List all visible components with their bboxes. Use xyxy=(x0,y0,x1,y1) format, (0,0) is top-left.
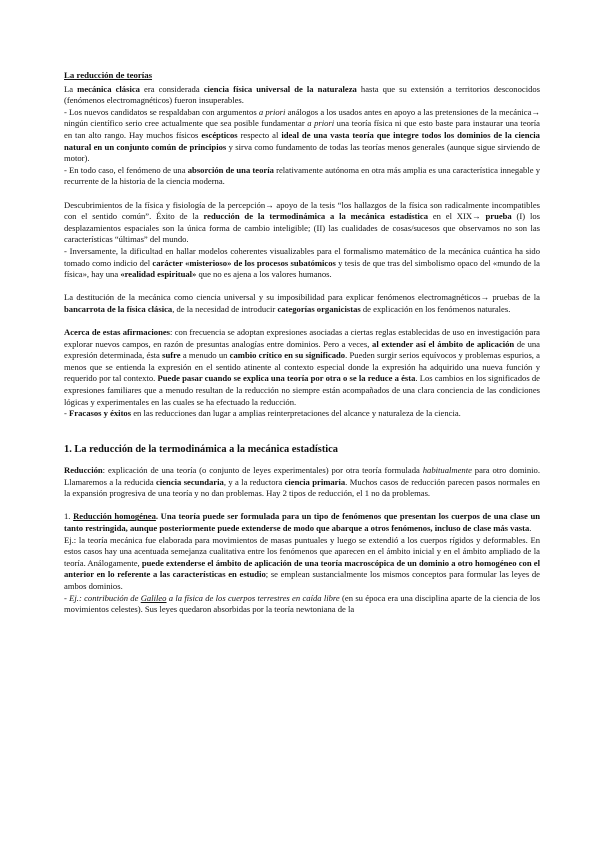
paragraph: La destitución de la mecánica como ciencia universal y su imposibilidad para explicar fenómenos electromagnéticos→ pruebas de la bancarrota de la física clásica, de la necesidad de introducir categorías organicistas de explicación en los fenómenos naturales. xyxy=(64,292,540,314)
document-page xyxy=(64,70,540,616)
paragraph: La mecánica clásica era considerada ciencia física universal de la naturaleza hasta que su extensión a territorios desconocidos (fenómenos electromagnéticos) fueron insuperables. xyxy=(64,83,541,106)
paragraph: Acerca de estas afirmaciones: con frecuencia se adoptan expresiones asociadas a ciertas reglas establecidas de uso en investigación para explorar nuevos campos, en razón de presuntas analogías entre dominios. Pero a veces, al extender así el ámbito de aplicación de una expresión determinada, ésta sufre a menudo un cambio crítico en su significado. Pueden surgir serios equívocos y problemas espurios, a menos que se entienda la expresión en el sentido atinente al contexto especial donde la expresión ha adquirido una nueva función y requerido por tal contexto. Puede pasar cuando se explica una teoría por otra o se la reduce a ésta. Los cambios en los significados de expresiones familiares que a menudo resultan de la reducción no siempre están acompañados de una clara conciencia de las condiciones lógicas y experimentales en las cuales se ha efectuado la reducción. xyxy=(64,327,540,407)
paragraph: - Los nuevos candidatos se respaldaban con argumentos a priori análogos a los usados antes en apoyo a las pretensiones de la mecánica→ ningún científico serio cree actualmente que sea posible fundamentar a priori una teoría física ni que esto baste para instaurar una teoría en tan alto rango. Hay muchos físicos escépticos respecto al ideal de una vasta teoría que integre todos los dominios de la ciencia natural en un conjunto común de principios y sirva como fundamento de todas las teorías menos generales (aunque sigue sirviendo de motor). xyxy=(64,106,540,164)
paragraph: - Fracasos y éxitos en las reducciones dan lugar a amplias reinterpretaciones del alcance y naturaleza de la ciencia. xyxy=(64,408,461,419)
paragraph: Ej.: la teoría mecánica fue elaborada para movimientos de masas puntuales y luego se extendió a los cuerpos rígidos y deformables. En estos casos hay una acentuada semejanza cualitativa entre los fenómenos que aparecen en el ámbito inicial y en el ámbito ampliado de la teoría. Análogamente, puede extenderse el ámbito de aplicación de una teoría macroscópica de un dominio a otro homogéneo con el anterior en lo referente a las características en estudio; se emplean sustancialmente los mismos conceptos para formular las leyes de ambos dominios. xyxy=(64,534,540,591)
paragraph: - Inversamente, la dificultad en hallar modelos coherentes visualizables para el formalismo matemático de la mecánica cuántica ha sido tomado como indicio del carácter «misterioso» de los procesos subatómicos y tesis de que tras del simbolismo opaco del «mundo de la física», hay una «realidad espiritual» que no es ajena a los valores humanos. xyxy=(64,245,540,280)
section-heading: 1. La reducción de la termodinámica a la mecánica estadística xyxy=(64,444,338,455)
paragraph: Descubrimientos de la física y fisiología de la percepción→ apoyo de la tesis “los hallazgos de la física son radicalmente incompatibles con el sentido común”. Éxito de la reducción de la termodinámica a la mecánica estadística en el XIX→ prueba (I) los desplazamientos espaciales son la única forma de cambio inteligible; (II) las cualidades de cosas/sucesos que observamos no son las características “últimas” del mundo. xyxy=(64,199,540,245)
section-title: La reducción de teorías xyxy=(64,70,153,80)
paragraph: - En todo caso, el fenómeno de una absorción de una teoría relativamente autónoma en otra más amplia es una característica innegable y recurrente de la historia de la ciencia moderna. xyxy=(64,164,540,187)
paragraph: Reducción: explicación de una teoría (o conjunto de leyes experimentales) por otra teoría formulada habitualmente para otro dominio. Llamaremos a la reducida ciencia secundaria, y a la reductora ciencia primaria. Muchos casos de reducción parecen pasos normales en la expansión progresiva de una teoría y no dan problemas. Hay 2 tipos de reducción, el 1 no da problemas. xyxy=(64,465,540,499)
paragraph: - Ej.: contribución de Galileo a la física de los cuerpos terrestres en caída libre (en su época era una disciplina aparte de la ciencia de los movimientos celestes). Sus leyes quedaron absorbidas por la teoría newtoniana de la xyxy=(64,592,540,615)
paragraph: 1. Reducción homogénea. Una teoría puede ser formulada para un tipo de fenómenos que presentan los cuerpos de una clase un tanto restringida, aunque posteriormente puede extenderse de modo que abarque a otros fenómenos, incluso de clase más vasta. xyxy=(64,511,540,533)
